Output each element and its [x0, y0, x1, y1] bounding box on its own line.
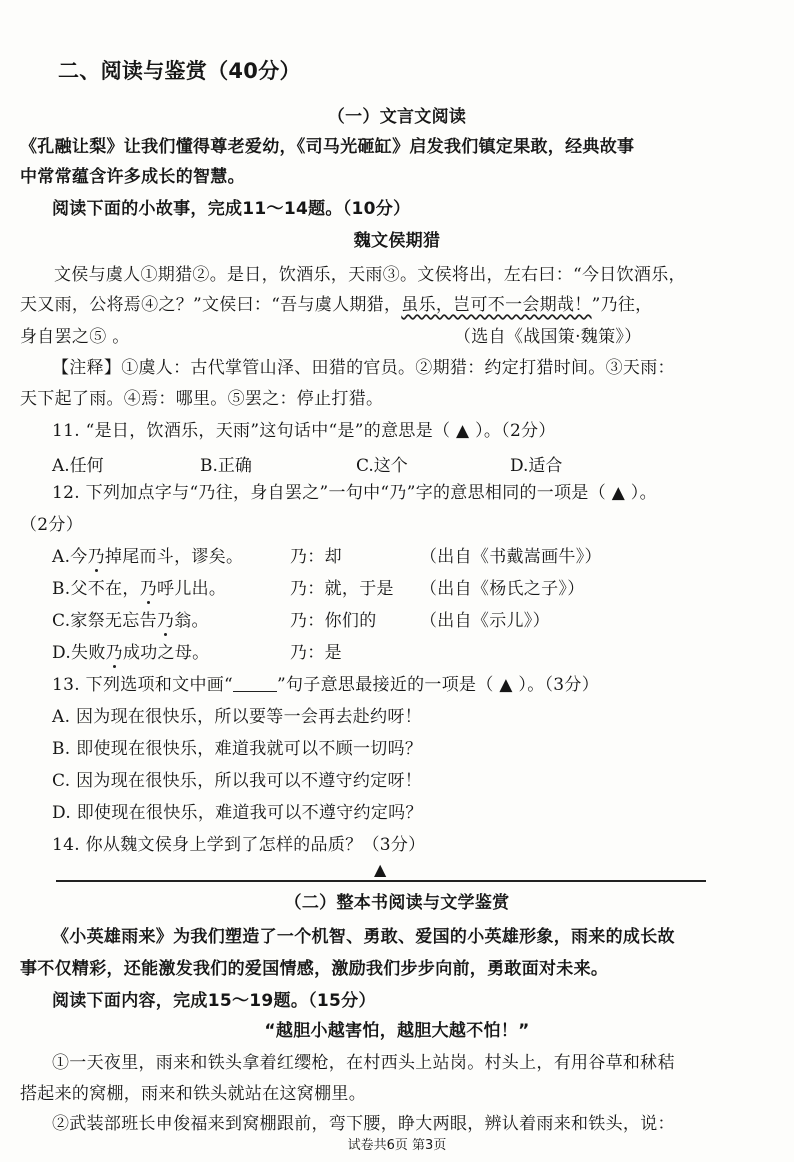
q12-option-c: [52, 610, 209, 632]
paragraph-2-line1: ②武装部班长申俊福来到窝棚跟前，弯下腰，睁大两眼，辨认着雨来和铁头，说：: [52, 1114, 675, 1134]
paragraph-1-line1: ①一天夜里，雨来和铁头拿着红缨枪，在村西头上站岗。村头上，有用谷草和秫秸: [52, 1053, 675, 1073]
paragraph-1-line2: 搭起来的窝棚，雨来和铁头就站在这窝棚里。: [20, 1084, 366, 1104]
q13-option-a: A. 因为现在很快乐，所以要等一会再去赴约呀！: [52, 707, 422, 727]
part2-instruction: 阅读下面内容，完成15～19题。（15分）: [52, 991, 376, 1011]
q12-option-a-source: （出自《书戴嵩画牛》）: [420, 547, 602, 567]
story-line-1: 文侯与虞人①期猎②。是日，饮酒乐，天雨③。文侯将出，左右曰：“今日饮酒乐，: [54, 265, 686, 285]
option-text: A.今: [52, 547, 88, 567]
q11-option-d: D.适合: [510, 456, 563, 476]
q12-option-b: [52, 578, 226, 600]
q14-stem: 14. 你从魏文侯身上学到了怎样的品质？（3分）: [52, 835, 426, 855]
q12-score: （2分）: [20, 515, 84, 535]
q12-option-b-meaning: 乃：就，于是: [290, 579, 394, 599]
story-line-2-end: ”乃往，: [591, 295, 653, 315]
q12-stem: 12. 下列加点字与“乃往，身自罢之”一句中“乃”字的意思相同的一项是（ ▲ ）。: [52, 483, 657, 503]
q11-option-b: B.正确: [200, 456, 252, 476]
q12-option-c-meaning: 乃：你们的: [290, 611, 377, 631]
option-text: 翁。: [174, 611, 209, 631]
q12-option-b-source: （出自《杨氏之子》）: [420, 579, 585, 599]
dotted-char: 乃: [139, 579, 158, 599]
part2-intro-line2: 事不仅精彩，还能激发我们的爱国情感，激励我们步步向前，勇敢面对未来。: [20, 959, 609, 979]
underlined-sentence: 虽乐，岂可不一会期哉！: [401, 295, 592, 315]
q12-option-a: [52, 546, 243, 568]
q13-option-b: B. 即使现在很快乐，难道我就可以不顾一切吗？: [52, 739, 423, 759]
q13-stem-end: ”句子意思最接近的一项是（ ▲ ）。（3分）: [277, 675, 600, 695]
option-text: 掉尾而斗，谬矣。: [104, 547, 244, 567]
dotted-char: 乃: [105, 643, 123, 663]
part1-title: （一）文言文阅读: [327, 107, 467, 127]
section-heading: 二、阅读与鉴赏（40分）: [58, 59, 301, 83]
part1-instruction: 阅读下面的小故事，完成11～14题。（10分）: [52, 199, 411, 219]
q12-option-d: [52, 642, 209, 664]
q12-option-d-meaning: 乃：是: [290, 643, 342, 663]
q11-option-c: C.这个: [356, 456, 408, 476]
notes-line-2: 天下起了雨。④焉：哪里。⑤罢之：停止打猎。: [20, 389, 384, 409]
part2-title: （二）整本书阅读与文学鉴赏: [284, 893, 510, 913]
passage-title: “越胆小越害怕，越胆大越不怕！”: [264, 1021, 530, 1041]
part1-intro-line1: 《孔融让梨》让我们懂得尊老爱幼，《司马光砸缸》启发我们镇定果敢，经典故事: [20, 137, 635, 157]
option-text: 呼儿出。: [157, 579, 227, 599]
option-text: D.失败: [52, 643, 106, 663]
q13-option-d: D. 即使现在很快乐，难道我可以不遵守约定吗？: [52, 803, 423, 823]
part1-intro-line2: 中常常蕴含许多成长的智慧。: [20, 167, 245, 187]
option-text: C.家祭无忘告: [52, 611, 157, 631]
answer-marker: ▲: [374, 860, 387, 879]
story-line-3: 身自罢之⑤ 。: [20, 327, 130, 347]
dotted-char: 乃: [87, 547, 105, 567]
notes-line-1: 【注释】①虞人：古代掌管山泽、田猎的官员。②期猎：约定打猎时间。③天雨：: [52, 358, 675, 378]
story-line-2: [20, 294, 653, 316]
q12-option-a-meaning: 乃：却: [290, 547, 342, 567]
story-title: 魏文侯期猎: [353, 231, 441, 251]
divider-line: [56, 880, 706, 882]
q13-option-c: C. 因为现在很快乐，所以我可以不遵守约定呀！: [52, 771, 423, 791]
dotted-char: 乃: [156, 611, 175, 631]
story-source: （选自《战国策·魏策》）: [454, 327, 642, 347]
page-footer: 试卷共6页 第3页: [347, 1138, 447, 1153]
q13-stem: [52, 674, 599, 696]
q12-option-c-source: （出自《示儿》）: [420, 611, 550, 631]
part2-intro-line1: 《小英雄雨来》为我们塑造了一个机智、勇敢、爱国的小英雄形象，雨来的成长故: [52, 927, 675, 947]
blank-line: [233, 677, 277, 692]
story-line-2-start: 天又雨，公将焉④之？”文侯曰：“吾与虞人期猎，: [20, 295, 402, 315]
option-text: 成功之母。: [122, 643, 210, 663]
q13-stem-start: 13. 下列选项和文中画“: [52, 675, 234, 695]
q11-option-a: A.任何: [52, 456, 104, 476]
q11-stem: 11. “是日，饮酒乐，天雨”这句话中“是”的意思是（ ▲ ）。（2分）: [52, 421, 556, 441]
option-text: B.父不在，: [52, 579, 140, 599]
